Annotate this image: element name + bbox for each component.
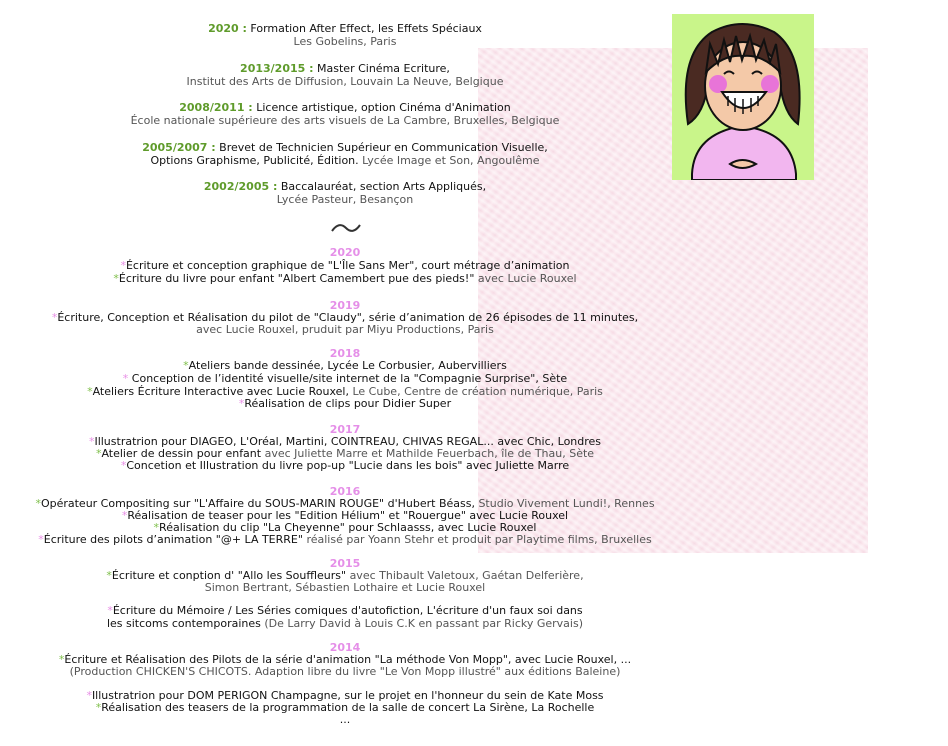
education-item bbox=[0, 180, 690, 206]
project-line: *Opérateur Compositing sur "L'Affaire du SOUS-MARIN ROUGE" d'Hubert Béass, Studio Vivement Lundi!, Rennes bbox=[35, 497, 655, 510]
project-line: *Écriture du Mémoire / Les Séries comiques d'autofiction, L'écriture d'un faux soi dans bbox=[107, 604, 583, 617]
education-year: 2005/2007 : bbox=[142, 141, 216, 154]
project-line: *Écriture des pilots d’animation "@+ LA TERRE" réalisé par Yoann Stehr et produit par Playtime films, Bruxelles bbox=[38, 533, 652, 546]
education-year: 2008/2011 : bbox=[179, 101, 253, 114]
education-year: 2013/2015 : bbox=[240, 62, 314, 75]
education-item bbox=[0, 141, 690, 167]
ellipsis: ... bbox=[339, 713, 351, 726]
education-year: 2002/2005 : bbox=[203, 180, 278, 193]
project-line: *Concetion et Illustration du livre pop-up "Lucie dans les bois" avec Juliette Marre bbox=[120, 459, 570, 472]
project-line: Simon Bertrant, Sébastien Lothaire et Lucie Rouxel bbox=[204, 581, 486, 594]
education-year: 2020 : bbox=[208, 22, 247, 35]
education-school: Lycée Pasteur, Besançon bbox=[276, 193, 414, 206]
project-line: *Ateliers bande dessinée, Lycée Le Corbusier, Aubervilliers bbox=[183, 359, 507, 372]
project-line: * Conception de l’identité visuelle/site internet de la "Compagnie Surprise", Sète bbox=[122, 372, 568, 385]
education-school: Institut des Arts de Diffusion, Louvain La Neuve, Belgique bbox=[186, 75, 504, 88]
project-line: *Écriture et conception graphique de "L'Île Sans Mer", court métrage d’animation bbox=[120, 259, 570, 272]
year-heading-2016: 2016 bbox=[329, 485, 361, 498]
cartoon-face-illustration bbox=[672, 14, 814, 180]
education-school: Les Gobelins, Paris bbox=[293, 35, 397, 48]
education-title: Baccalauréat, section Arts Appliqués, bbox=[277, 180, 487, 193]
year-heading-2015: 2015 bbox=[329, 557, 361, 570]
project-line: *Illustratrion pour DOM PERIGON Champagne, sur le projet en l'honneur du sein de Kate Moss bbox=[86, 689, 604, 702]
project-line: *Réalisation des teasers de la programmation de la salle de concert La Sirène, La Rochelle bbox=[95, 701, 595, 714]
education-title: Master Cinéma Ecriture, bbox=[313, 62, 450, 75]
year-heading-2014: 2014 bbox=[329, 641, 361, 654]
education-title-2: Options Graphisme, Publicité, Édition. bbox=[150, 154, 363, 167]
project-line: *Écriture et conption d' "Allo les Souffleurs" avec Thibault Valetoux, Gaétan Delferière, bbox=[106, 569, 584, 582]
project-line: *Réalisation de teaser pour les "Edition Hélium" et "Rouergue" avec Lucie Rouxel bbox=[121, 509, 569, 522]
tilde-separator-icon bbox=[330, 219, 362, 237]
education-title: Licence artistique, option Cinéma d'Animation bbox=[252, 101, 511, 114]
year-heading-2019: 2019 bbox=[329, 299, 361, 312]
year-heading-2018: 2018 bbox=[329, 347, 361, 360]
education-school: Lycée Image et Son, Angoulême bbox=[362, 154, 540, 167]
project-line: *Atelier de dessin pour enfant avec Juliette Marre et Mathilde Feuerbach, île de Thau, Sète bbox=[95, 447, 595, 460]
project-line: avec Lucie Rouxel, pruduit par Miyu Productions, Paris bbox=[196, 323, 494, 336]
year-heading-2020: 2020 bbox=[329, 246, 361, 259]
education-item bbox=[0, 22, 690, 48]
project-line: (Production CHICKEN'S CHICOTS. Adaption libre du livre "Le Von Mopp illustré" aux éditions Baleine) bbox=[69, 665, 621, 678]
project-line: *Réalisation de clips pour Didier Super bbox=[238, 397, 452, 410]
education-item bbox=[0, 62, 690, 88]
year-heading-2017: 2017 bbox=[329, 423, 361, 436]
education-title: Formation After Effect, les Effets Spéciaux bbox=[246, 22, 482, 35]
project-line: *Ateliers Écriture Interactive avec Lucie Rouxel, Le Cube, Centre de création numérique, Paris bbox=[87, 385, 603, 398]
avatar bbox=[672, 14, 814, 180]
project-line: *Écriture, Conception et Réalisation du pilot de "Claudy", série d’animation de 26 épisodes de 11 minutes, bbox=[51, 311, 639, 324]
project-line: les sitcoms contemporaines (De Larry David à Louis C.K en passant par Ricky Gervais) bbox=[106, 617, 584, 630]
education-title: Brevet de Technicien Supérieur en Communication Visuelle, bbox=[215, 141, 548, 154]
project-line: *Illustratrion pour DIAGEO, L'Oréal, Martini, COINTREAU, CHIVAS REGAL... avec Chic, Londres bbox=[88, 435, 602, 448]
project-line: *Réalisation du clip "La Cheyenne" pour Schlaasss, avec Lucie Rouxel bbox=[153, 521, 537, 534]
project-line: *Écriture et Réalisation des Pilots de la série d'animation "La méthode Von Mopp", avec Lucie Rouxel, ... bbox=[58, 653, 632, 666]
education-school: École nationale supérieure des arts visuels de La Cambre, Bruxelles, Belgique bbox=[130, 114, 560, 127]
education-item bbox=[0, 101, 690, 127]
project-line: *Écriture du livre pour enfant "Albert Camembert pue des pieds!" avec Lucie Rouxel bbox=[113, 272, 577, 285]
